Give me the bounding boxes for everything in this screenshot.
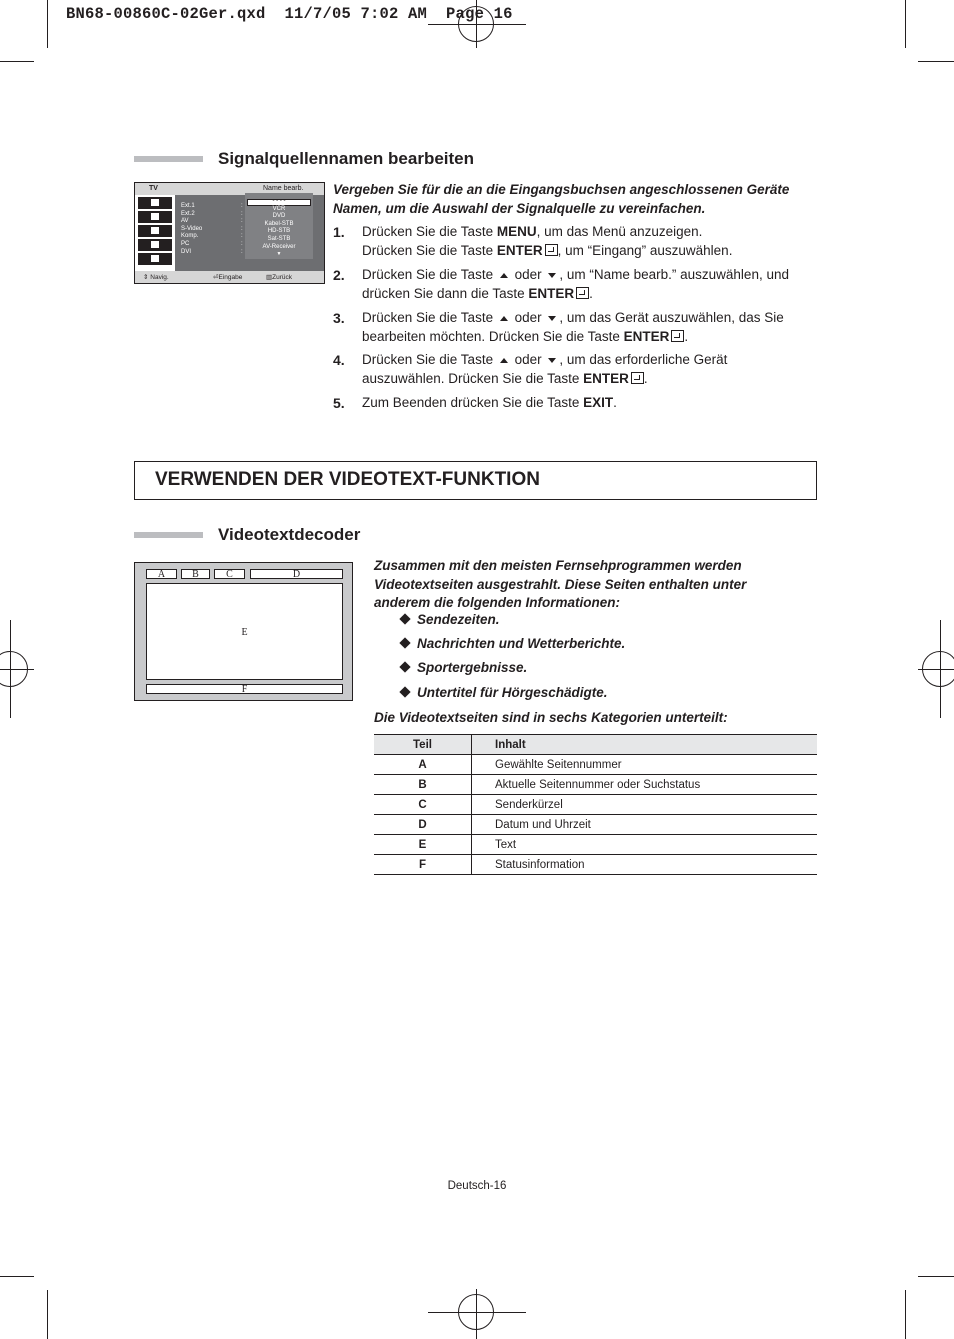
section-bar — [134, 532, 203, 538]
crop-mark — [918, 1276, 954, 1277]
chapter-title: VERWENDEN DER VIDEOTEXT-FUNKTION — [155, 469, 540, 490]
bullet-item: Sportergebnisse. — [401, 660, 527, 675]
input-icon — [138, 197, 172, 209]
table-header-row: Teil Inhalt — [374, 735, 817, 755]
chapter-banner — [134, 461, 817, 500]
tv-back-hint: ▥Zurück — [266, 274, 293, 281]
part-c-box: C — [214, 569, 245, 579]
crop-mark — [0, 61, 34, 62]
tv-option-list: - - - - VCR DVD Kabel-STB HD-STB Sat-STB AV-Receiver ▼ — [262, 198, 296, 258]
categories-intro: Die Videotextseiten sind in sechs Kategorien unterteilt: — [374, 710, 728, 725]
part-a-box: A — [146, 569, 177, 579]
arrow-up-icon — [500, 358, 508, 363]
bullet-item: Nachrichten und Wetterberichte. — [401, 636, 625, 651]
arrow-down-icon — [548, 273, 556, 278]
part-d-box: D — [250, 569, 343, 579]
table-row: A Gewählte Seitennummer — [374, 755, 817, 775]
crop-mark — [905, 0, 906, 48]
bullet-item: Untertitel für Hörgeschädigte. — [401, 685, 608, 700]
section-intro: Zusammen mit den meisten Fernsehprogrammen werden Videotextseiten ausgestrahlt. Diese Seiten enthalten unter anderem die folgenden Informationen: — [374, 558, 747, 610]
crop-mark — [47, 1290, 48, 1339]
section-bar — [134, 156, 203, 162]
section-title: Signalquellennamen bearbeiten — [218, 149, 475, 168]
tv-enter-hint: ⏎Eingabe — [213, 274, 243, 281]
tv-tab-label: TV — [149, 185, 158, 192]
registration-circle — [0, 651, 28, 687]
tv-input-list: Ext.1 Ext.2 AV S-Video Komp. PC DVI — [181, 203, 203, 255]
arrow-up-icon — [500, 273, 508, 278]
enter-icon — [671, 330, 684, 342]
channel-icon — [138, 239, 172, 251]
page-number: Deutsch-16 — [447, 1180, 507, 1192]
tv-separators: : : : : : : : — [241, 203, 243, 255]
table-row: C Senderkürzel — [374, 795, 817, 815]
part-b-box: B — [181, 569, 210, 579]
arrow-down-icon — [548, 316, 556, 321]
picture-icon — [138, 211, 172, 223]
tv-menu-main — [175, 195, 324, 271]
enter-icon — [576, 287, 589, 299]
categories-table — [374, 734, 817, 875]
diamond-bullet-icon — [399, 613, 410, 624]
table-row: F Statusinformation — [374, 855, 817, 875]
arrow-down-icon — [548, 358, 556, 363]
table-row: E Text — [374, 835, 817, 855]
table-row: B Aktuelle Seitennummer oder Suchstatus — [374, 775, 817, 795]
sound-icon — [138, 225, 172, 237]
diamond-bullet-icon — [399, 637, 410, 648]
arrow-up-icon — [500, 316, 508, 321]
videotext-diagram — [134, 562, 353, 701]
registration-circle — [922, 651, 954, 687]
table-row: D Datum und Uhrzeit — [374, 815, 817, 835]
crop-mark — [905, 1290, 906, 1339]
diamond-bullet-icon — [399, 686, 410, 697]
section-title: Videotextdecoder — [218, 525, 361, 544]
crop-mark — [47, 0, 48, 48]
tv-menu-footer — [135, 271, 324, 283]
tv-menu-screenshot — [134, 182, 325, 284]
tv-menu-title: Name bearb. — [263, 185, 304, 192]
tv-menu-sidebar — [135, 195, 175, 271]
tv-name-options-popup — [245, 193, 313, 259]
enter-icon — [631, 372, 644, 384]
enter-icon — [545, 244, 558, 256]
section-intro: Vergeben Sie für die an die Eingangsbuchsen angeschlossenen Geräte Namen, um die Auswahl der Signalquelle zu vereinfachen. — [333, 182, 790, 216]
setup-icon — [138, 253, 172, 265]
part-e-box: E — [146, 583, 343, 680]
part-f-box: F — [146, 684, 343, 694]
tv-nav-hint: ⇕ Navig. — [143, 274, 169, 281]
crop-mark — [0, 1276, 34, 1277]
diamond-bullet-icon — [399, 661, 410, 672]
bullet-item: Sendezeiten. — [401, 612, 500, 627]
print-slug: BN68-00860C-02Ger.qxd 11/7/05 7:02 AM Page 16 — [66, 5, 513, 23]
registration-circle — [458, 1294, 494, 1330]
crop-mark — [918, 61, 954, 62]
